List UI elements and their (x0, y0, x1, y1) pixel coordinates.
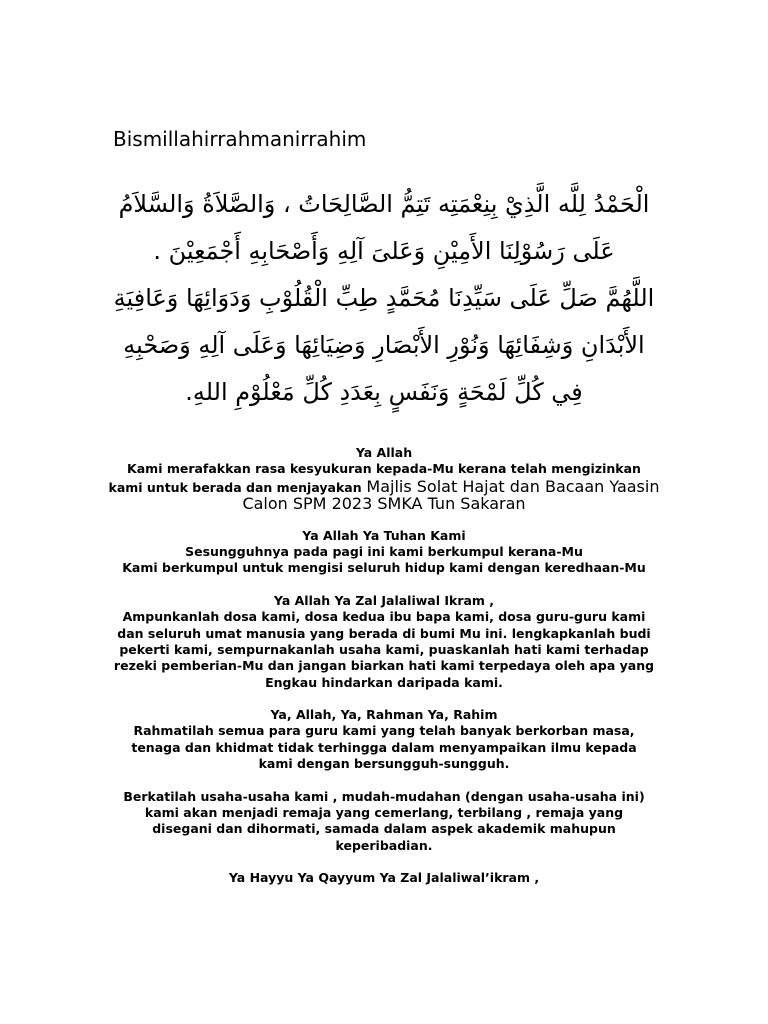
prayer-line (96, 789, 672, 805)
prayer-line (96, 642, 672, 658)
prayer-line-text: Rahmatilah semua para guru kami yang telah banyak berkorban masa, (133, 723, 635, 739)
arabic-line (108, 181, 660, 228)
prayer-line (96, 609, 672, 625)
prayer-line-text: keperibadian. (335, 837, 433, 853)
prayer-line-text: disegani dan dihormati, samada dalam aspek akademik mahupun (152, 821, 616, 837)
event-participants: Calon SPM 2023 SMKA Tun Sakaran (242, 493, 526, 513)
prayer-line-text: tenaga dan khidmat tidak terhingga dalam menyampaikan ilmu kepada (131, 739, 637, 755)
arabic-prayer-block (108, 181, 660, 416)
prayer-line (96, 821, 672, 837)
prayer-line (96, 593, 672, 609)
prayer-line-text: Ya, Allah, Ya, Rahman Ya, Rahim (270, 707, 498, 723)
bismillah-heading: Bismillahirrahmanirrahim (113, 127, 367, 151)
prayer-line (96, 528, 672, 544)
event-name: Majlis Solat Hajat dan Bacaan Yaasin (366, 476, 660, 496)
prayer-line-wrapper (242, 495, 525, 513)
prayer-paragraph-closing (96, 870, 672, 886)
prayer-line-text: kami akan menjadi remaja yang cemerlang, terbilang , remaja yang (144, 804, 624, 820)
prayer-line-text: Ya Allah Ya Zal Jalaliwal Ikram , (273, 593, 495, 609)
prayer-line-text: Kami berkumpul untuk mengisi seluruh hidup kami dengan keredhaan-Mu (122, 560, 646, 576)
prayer-line-text: kami untuk berada dan menjayakan (108, 479, 362, 495)
prayer-line (96, 658, 672, 674)
prayer-line-text: dan seluruh umat manusia yang berada di bumi Mu ini. lengkapkanlah budi (117, 625, 651, 641)
prayer-line-text: pekerti kami, sempurnakanlah usaha kami, puaskanlah hati kami terhadap (119, 641, 649, 657)
prayer-line (96, 756, 672, 772)
prayer-line-text: Ampunkanlah dosa kami, dosa kedua ibu bapa kami, dosa guru-guru kami (122, 609, 646, 625)
prayer-line (96, 478, 672, 495)
prayer-line (96, 544, 672, 560)
prayer-line-text: Sesungguhnya pada pagi ini kami berkumpul kerana-Mu (185, 544, 583, 560)
prayer-line-text: kami dengan bersungguh-sungguh. (258, 756, 510, 772)
prayer-line (96, 445, 672, 461)
prayer-line (96, 495, 672, 512)
prayer-line-text: Engkau hindarkan daripada kami. (265, 674, 503, 690)
prayer-line-text: rezeki pemberian-Mu dan jangan biarkan hati kami terpedaya oleh apa yang (113, 658, 655, 674)
arabic-line (108, 275, 660, 322)
prayer-line (96, 838, 672, 854)
arabic-line-text: عَلَى رَسُوْلِنَا الأَمِيْنِ وَعَلىَ آلِهِ وَأَصْحَابِهِ أَجْمَعِيْنَ . (153, 237, 615, 265)
prayer-line-text: Ya Allah Ya Tuhan Kami (302, 527, 466, 543)
arabic-line-text: الْحَمْدُ لِلَّه الَّذِيْ بِنِعْمَتِه تَتِمُّ الصَّالِحَاتُ ، وَالصَّلاَةُ وَالسَّلاَمُ (118, 190, 650, 218)
prayer-paragraph-gathering (96, 528, 672, 577)
prayer-line (96, 723, 672, 739)
prayer-paragraph-teachers (96, 707, 672, 772)
arabic-line-text: فِي كُلِّ لَمْحَةٍ وَنَفَسٍ بِعَدَدِ كُلِّ مَعْلُوْمِ اللهِ. (185, 378, 583, 406)
prayer-line (96, 675, 672, 691)
prayer-line-text: Ya Hayyu Ya Qayyum Ya Zal Jalaliwal’ikram , (228, 870, 540, 886)
prayer-line (96, 560, 672, 576)
prayer-paragraph-forgiveness (96, 593, 672, 691)
prayer-line (96, 626, 672, 642)
arabic-line (108, 322, 660, 369)
prayer-line (96, 707, 672, 723)
arabic-line (108, 369, 660, 416)
arabic-line (108, 228, 660, 275)
prayer-paragraph-opening (96, 445, 672, 512)
malay-prayer-block (96, 445, 672, 886)
arabic-line-text: الأَبْدَانِ وَشِفَائِهَا وَنُوْرِ الأَبْصَارِ وَضِيَائِهَا وَعَلَى آلِهِ وَصَحْبِهِ (123, 331, 645, 359)
prayer-line (96, 461, 672, 477)
prayer-line-text: Berkatilah usaha-usaha kami , mudah-mudahan (dengan usaha-usaha ini) (123, 788, 645, 804)
prayer-paragraph-blessing (96, 789, 672, 854)
prayer-line (96, 805, 672, 821)
prayer-line (96, 740, 672, 756)
prayer-line-text: Kami merafakkan rasa kesyukuran kepada-Mu kerana telah mengizinkan (127, 461, 641, 477)
prayer-line-text: Ya Allah (355, 445, 413, 460)
arabic-line-text: اللَّهُمَّ صَلِّ عَلَى سَيِّدِنَا مُحَمَّدٍ طِبِّ الْقُلُوْبِ وَدَوَائِهَا وَعَافِيَةِ (113, 284, 655, 312)
prayer-line (96, 870, 672, 886)
